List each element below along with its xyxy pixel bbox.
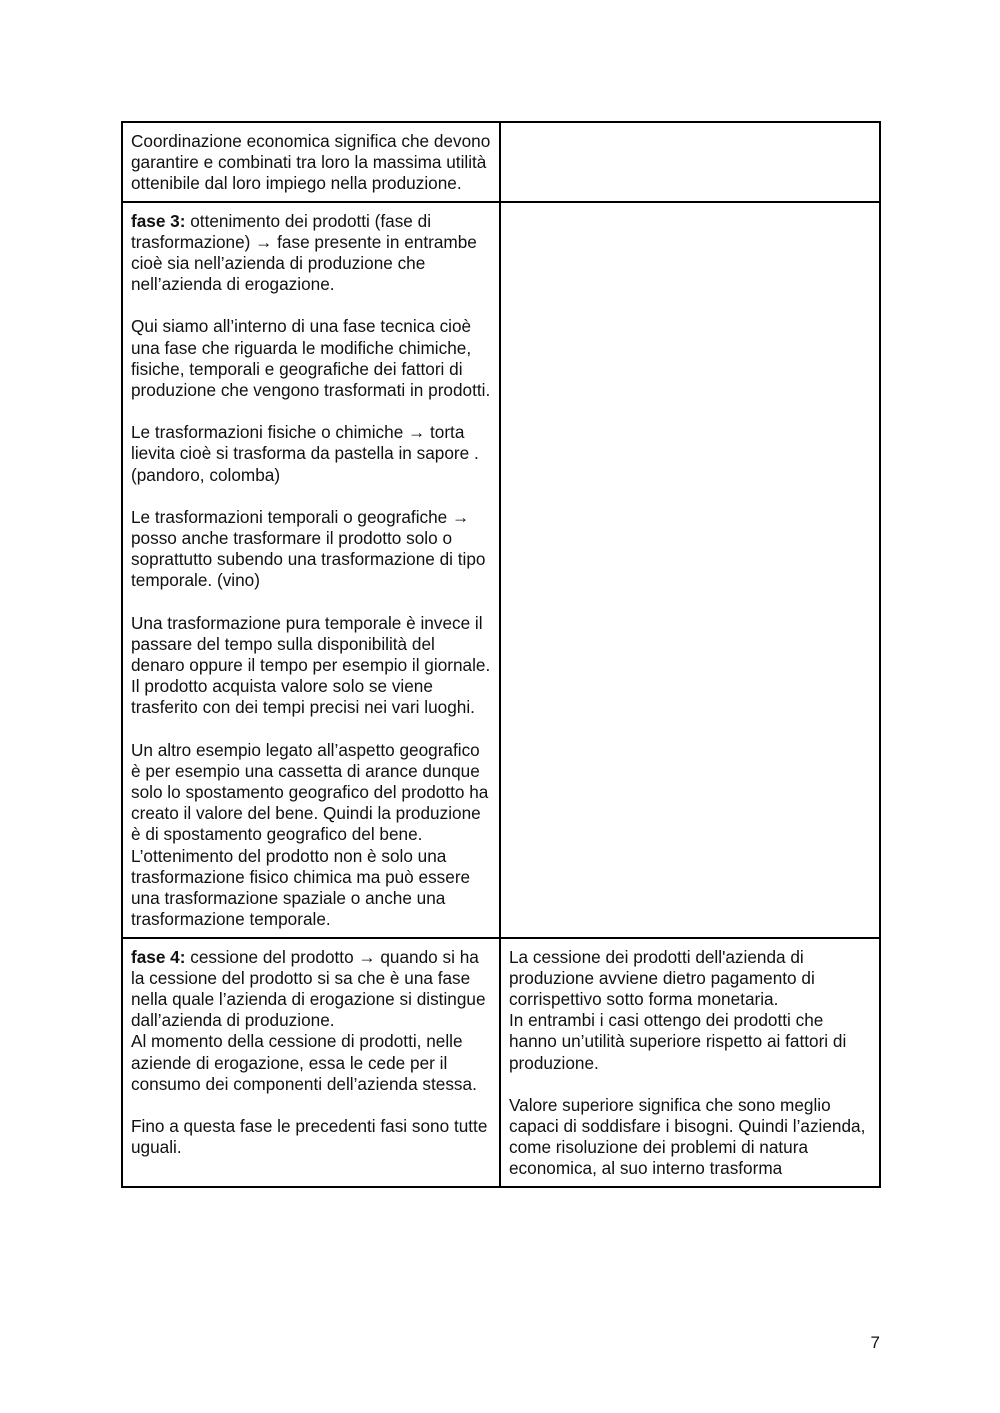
table-row bbox=[122, 938, 880, 1187]
paragraph-text: In entrambi i casi ottengo dei prodotti che hanno un’utilità superiore rispetto ai fattori di produzione. bbox=[509, 1010, 847, 1073]
paragraph-text: ottenimento dei prodotti (fase di trasformazione) → fase presente in entrambe cioè sia nell’azienda di produzione che nell’azienda di erogazione. bbox=[131, 210, 477, 295]
paragraph-text: Una trasformazione pura temporale è invece il passare del tempo sulla disponibilità del denaro oppure il tempo per esempio il giornale. Il prodotto acquista valore solo se viene trasferito con dei tempi precisi nei vari luoghi. bbox=[131, 612, 491, 718]
paragraph-text: Un altro esempio legato all’aspetto geografico è per esempio una cassetta di arance dunque solo lo spostamento geografico del prodotto ha creato il valore del bene. Quindi la produzione è di spostamento geografico del bene. L’ottenimento del prodotto non è solo una trasformazione fisico chimica ma può essere una trasformazione spaziale o anche una trasformazione temporale. bbox=[131, 739, 489, 930]
paragraph-text: La cessione dei prodotti dell'azienda di produzione avviene dietro pagamento di corrispettivo sotto forma monetaria. bbox=[509, 946, 815, 1009]
paragraph bbox=[131, 131, 491, 195]
phase-label: fase 4: bbox=[131, 946, 186, 967]
paragraph-text: Le trasformazioni fisiche o chimiche → torta lievita cioè si trasforma da pastella in sapore . (pandoro, colomba) bbox=[131, 422, 479, 485]
table-cell-left bbox=[122, 202, 500, 938]
table-cell-left bbox=[122, 122, 500, 202]
table-cell-right bbox=[500, 938, 880, 1187]
paragraph-text: Le trasformazioni temporali o geografiche → posso anche trasformare il prodotto solo o soprattutto subendo una trasformazione di tipo temporale. (vino) bbox=[131, 506, 486, 591]
paragraph bbox=[131, 422, 491, 486]
paragraph bbox=[131, 947, 491, 1032]
content-table bbox=[121, 121, 881, 1188]
table-cell-right bbox=[500, 122, 880, 202]
paragraph bbox=[131, 507, 491, 592]
paragraph-text: Valore superiore significa che sono meglio capaci di soddisfare i bisogni. Quindi l’azienda, come risoluzione dei problemi di natura economica, al suo interno trasforma bbox=[509, 1094, 866, 1179]
paragraph-text: Fino a questa fase le precedenti fasi sono tutte uguali. bbox=[131, 1115, 488, 1158]
page-number: 7 bbox=[870, 1333, 880, 1352]
paragraph bbox=[131, 316, 491, 401]
paragraph bbox=[131, 613, 491, 719]
paragraph-text: Qui siamo all’interno di una fase tecnica cioè una fase che riguarda le modifiche chimiche, fisiche, temporali e geografiche dei fattori di produzione che vengono trasformati in prodotti. bbox=[131, 316, 491, 401]
paragraph-text: Al momento della cessione di prodotti, nelle aziende di erogazione, essa le cede per il consumo dei componenti dell’azienda stessa. bbox=[131, 1031, 477, 1094]
table-cell-right bbox=[500, 202, 880, 938]
paragraph-text: cessione del prodotto → quando si ha la cessione del prodotto si sa che è una fase nella quale l’azienda di erogazione si distingue dall’azienda di produzione. bbox=[131, 946, 486, 1031]
table-row bbox=[122, 122, 880, 202]
paragraph-text: Coordinazione economica significa che devono garantire e combinati tra loro la massima utilità ottenibile dal loro impiego nella produzione. bbox=[131, 131, 491, 194]
table-row bbox=[122, 202, 880, 938]
table-cell-left bbox=[122, 938, 500, 1187]
paragraph bbox=[131, 1116, 491, 1158]
paragraph bbox=[509, 1010, 871, 1074]
paragraph bbox=[131, 1031, 491, 1095]
paragraph bbox=[131, 740, 491, 931]
paragraph bbox=[131, 211, 491, 296]
phase-label: fase 3: bbox=[131, 210, 186, 231]
paragraph bbox=[509, 1095, 871, 1180]
paragraph bbox=[509, 947, 871, 1011]
